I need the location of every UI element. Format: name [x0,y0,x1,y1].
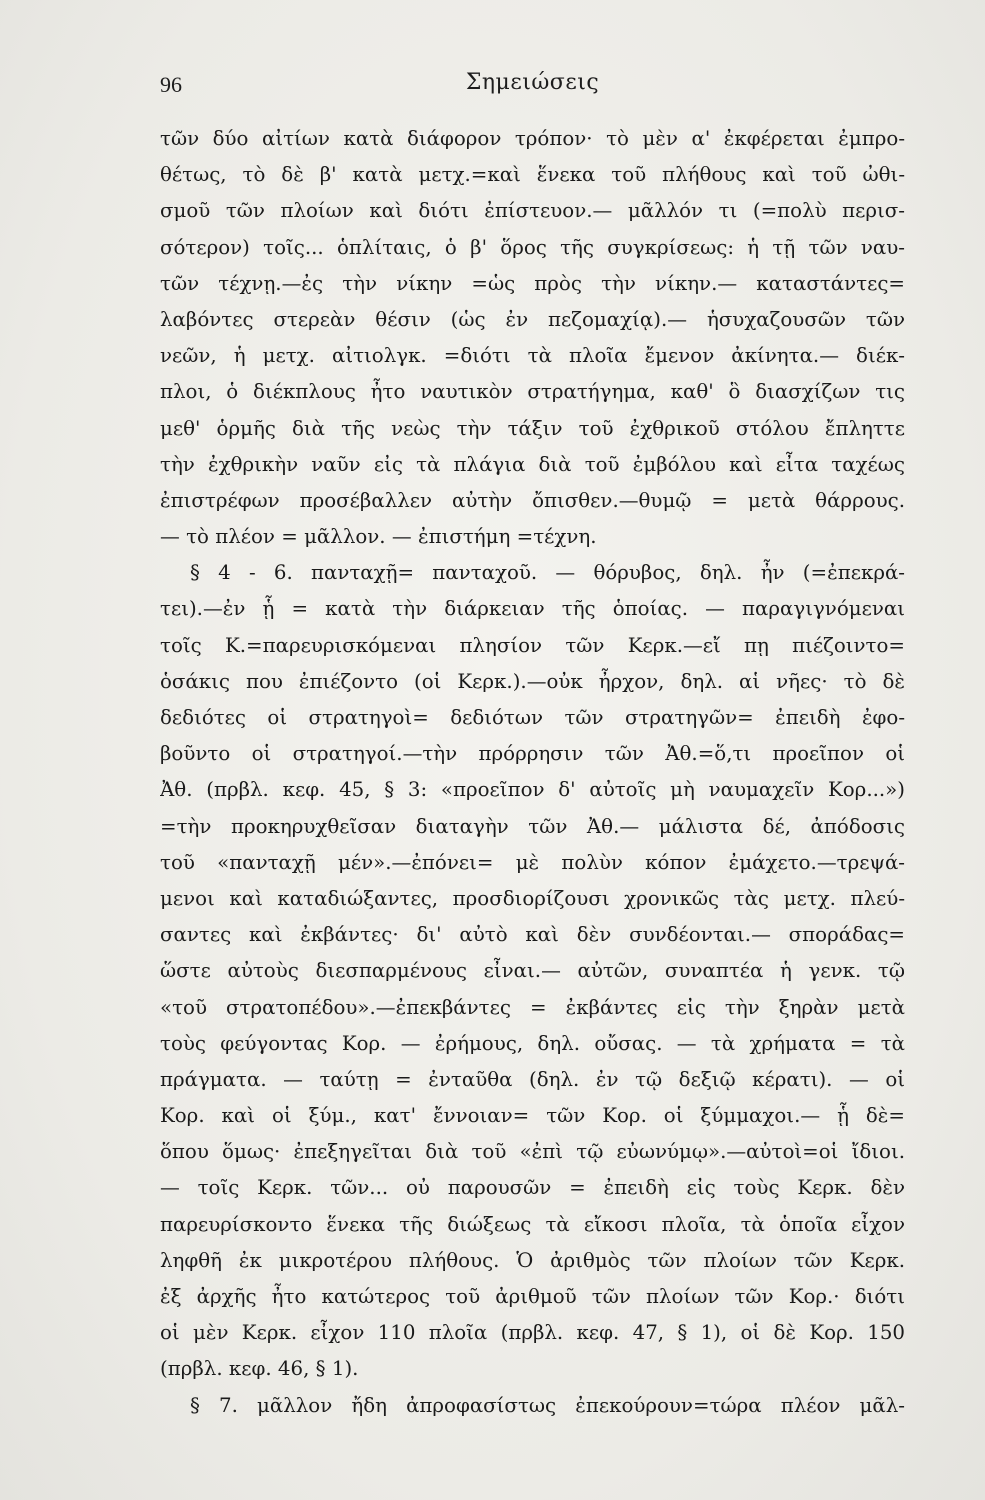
text-line: πλοι, ὁ διέκπλους ἦτο ναυτικὸν στρατήγημα, καθ' ὃ διασχίζων τις [160,380,905,404]
text-line: ἐπιστρέφων προσέβαλλεν αὐτὴν ὄπισθεν.—θυμῷ = μετὰ θάρρους. [160,488,905,512]
text-line: «τοῦ στρατοπέδου».—ἐπεκβάντες = ἐκβάντες εἰς τὴν ξηρὰν μετὰ [160,995,905,1019]
running-title: Σημειώσεις [465,70,600,95]
text-line: τοὺς φεύγοντας Κορ. — ἐρήμους, δηλ. οὔσας. — τὰ χρήματα = τὰ [160,1031,905,1055]
text-line: τοῖς Κ.=παρευρισκόμεναι πλησίον τῶν Κερκ.—εἴ πῃ πιέζοιντο= [160,633,905,657]
text-line: νεῶν, ἡ μετχ. αἰτιολγκ. =διότι τὰ πλοῖα ἔμενον ἀκίνητα.— διέκ- [160,344,905,368]
section-start-line: § 4 - 6. πανταχῇ= πανταχοῦ. — θόρυβος, δηλ. ἦν (=ἐπεκρά- [190,561,905,585]
text-line: (πρβλ. κεφ. 46, § 1). [160,1357,359,1381]
text-line: — τοῖς Κερκ. τῶν... οὐ παρουσῶν = ἐπειδὴ εἰς τοὺς Κερκ. δὲν [160,1176,905,1200]
page-number: 96 [160,72,182,97]
text-line: βοῦντο οἱ στρατηγοί.—τὴν πρόρρησιν τῶν Ἀθ.=ὅ,τι προεῖπον οἱ [160,742,905,766]
text-line: τοῦ «πανταχῇ μέν».—ἐπόνει= μὲ πολὺν κόπον ἐμάχετο.—τρεψά- [160,850,905,874]
text-line: ὅπου ὅμως· ἐπεξηγεῖται διὰ τοῦ «ἐπὶ τῷ εὐωνύμῳ».—αὐτοὶ=οἱ ἴδιοι. [160,1140,905,1164]
text-line: παρευρίσκοντο ἕνεκα τῆς διώξεως τὰ εἴκοσι πλοῖα, τὰ ὁποῖα εἶχον [160,1212,905,1236]
page-header [160,68,905,104]
text-line: σότερον) τοῖς... ὁπλίταις, ὁ β' ὅρος τῆς συγκρίσεως: ἡ τῇ τῶν ναυ- [160,235,905,259]
text-line: τῶν δύο αἰτίων κατὰ διάφορον τρόπον· τὸ μὲν α' ἐκφέρεται ἐμπρο- [160,127,905,150]
text-line: τει).—ἐν ᾗ = κατὰ τὴν διάρκειαν τῆς ὁποίας. — παραγιγνόμεναι [160,597,905,621]
text-line: ἐξ ἀρχῆς ἦτο κατώτερος τοῦ ἀριθμοῦ τῶν πλοίων τῶν Κορ.· διότι [160,1285,905,1308]
text-line: λαβόντες στερεὰν θέσιν (ὡς ἐν πεζομαχίᾳ).— ἡσυχαζουσῶν τῶν [160,307,905,331]
text-line: Κορ. καὶ οἱ ξύμ., κατ' ἔννοιαν= τῶν Κορ. οἱ ξύμμαχοι.— ᾗ δὲ= [160,1104,905,1128]
text-line: =τὴν προκηρυχθεῖσαν διαταγὴν τῶν Ἀθ.— μάλιστα δέ, ἀπόδοσις [160,814,905,838]
text-line: οἱ μὲν Κερκ. εἶχον 110 πλοῖα (πρβλ. κεφ. 47, § 1), οἱ δὲ Κορ. 150 [160,1321,905,1345]
text-line: σμοῦ τῶν πλοίων καὶ διότι ἐπίστευον.— μᾶλλόν τι (=πολὺ περισ- [160,199,905,223]
text-line: δεδιότες οἱ στρατηγοὶ= δεδιότων τῶν στρατηγῶν= ἐπειδὴ ἐφο- [160,706,905,729]
text-line: μενοι καὶ καταδιώξαντες, προσδιορίζουσι χρονικῶς τὰς μετχ. πλεύ- [160,886,905,910]
text-line: τὴν ἐχθρικὴν ναῦν εἰς τὰ πλάγια διὰ τοῦ ἐμβόλου καὶ εἶτα ταχέως [160,452,905,476]
text-line: ληφθῆ ἐκ μικροτέρου πλήθους. Ὁ ἀριθμὸς τῶν πλοίων τῶν Κερκ. [160,1248,905,1272]
text-line: σαντες καὶ ἐκβάντες· δι' αὐτὸ καὶ δὲν συνδέονται.— σποράδας= [160,923,905,947]
text-line: ὥστε αὐτοὺς διεσπαρμένους εἶναι.— αὐτῶν, συναπτέα ἡ γενκ. τῷ [160,959,905,983]
section-start-line: § 7. μᾶλλον ἤδη ἀπροφασίστως ἐπεκούρουν=τώρα πλέον μᾶλ- [190,1393,905,1417]
notes-text [160,121,905,1424]
text-line: θέτως, τὸ δὲ β' κατὰ μετχ.=καὶ ἕνεκα τοῦ πλήθους καὶ τοῦ ὠθι- [160,163,905,187]
text-line: Ἀθ. (πρβλ. κεφ. 45, § 3: «προεῖπον δ' αὐτοῖς μὴ ναυμαχεῖν Κορ...») [160,778,905,802]
text-line: πράγματα. — ταύτῃ = ἐνταῦθα (δηλ. ἐν τῷ δεξιῷ κέρατι). — οἱ [160,1067,905,1091]
text-line: ὁσάκις που ἐπιέζοντο (οἱ Κερκ.).—οὐκ ἦρχον, δηλ. αἱ νῆες· τὸ δὲ [160,669,905,693]
text-line: — τὸ πλέον = μᾶλλον. — ἐπιστήμη =τέχνη. [160,525,597,549]
text-line: μεθ' ὁρμῆς διὰ τῆς νεὼς τὴν τάξιν τοῦ ἐχθρικοῦ στόλου ἔπληττε [160,416,905,440]
text-line: τῶν τέχνῃ.—ἐς τὴν νίκην =ὡς πρὸς τὴν νίκην.— καταστάντες= [160,271,905,295]
